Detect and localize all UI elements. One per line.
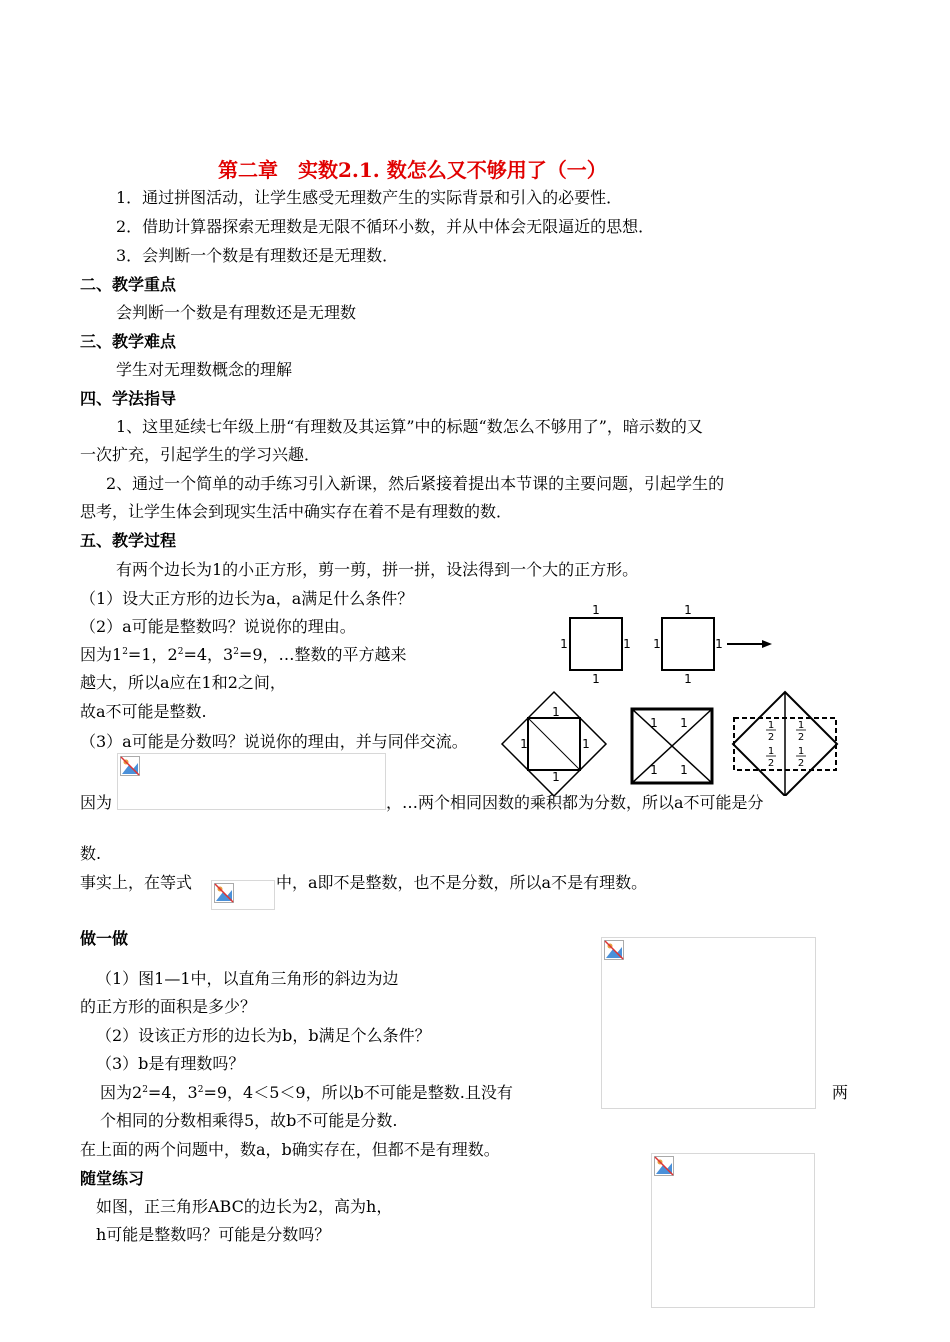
method-paragraph-2a: 2、通过一个简单的动手练习引入新课，然后紧接着提出本节课的主要问题，引起学生的	[106, 474, 725, 493]
label-1: 1	[552, 770, 560, 784]
method-paragraph-1b: 一次扩充，引起学生的学习兴趣．	[80, 445, 321, 464]
square-puzzle-figure	[498, 596, 850, 796]
triangle-abc-image-placeholder	[651, 1153, 815, 1308]
unit-square-1	[570, 618, 622, 670]
objective-1: 1．通过拼图活动，让学生感受无理数产生的实际背景和引入的必要性．	[116, 188, 623, 207]
practice-line-1: 如图，正三角形ABC的边长为2，高为h，	[96, 1197, 393, 1216]
label-1: 1	[552, 705, 560, 719]
label-1: 1	[520, 737, 528, 751]
label-1: 1	[650, 716, 658, 730]
label-1: 1	[684, 672, 692, 686]
section-heading-process: 五、教学过程	[80, 531, 177, 550]
figure-1-1-image-placeholder	[601, 937, 816, 1109]
section-heading-difficulties: 三、教学难点	[80, 332, 177, 351]
section-heading-method: 四、学法指导	[80, 389, 177, 408]
broken-image-icon	[604, 940, 624, 960]
practice-line-2: h可能是整数吗？可能是分数吗？	[96, 1225, 331, 1244]
arrow-head-icon	[762, 640, 772, 648]
broken-image-icon	[120, 756, 140, 776]
half-denominator: 2	[767, 732, 775, 743]
objective-2: 2．借助计算器探索无理数是无限不循环小数，并从中体会无限逼近的思想．	[116, 217, 655, 236]
label-1: 1	[592, 603, 600, 617]
objective-3: 3．会判断一个数是有理数还是无理数．	[116, 246, 399, 265]
question-2: （2）a可能是整数吗？说说你的理由。	[80, 617, 356, 636]
because-rest: ，…两个相同因数的乘积都为分数，所以a不可能是分	[386, 793, 764, 812]
doit-question-2: （2）设该正方形的边长为b，b满足个么条件？	[96, 1026, 431, 1045]
unit-square-2	[662, 618, 714, 670]
half-denominator: 2	[767, 758, 775, 769]
doit-question-1b: 的正方形的面积是多少？	[80, 997, 257, 1016]
difficulties-text: 学生对无理数概念的理解	[116, 360, 293, 379]
doit-reason-1-tail: 两	[832, 1083, 849, 1102]
half-numerator: 1	[797, 746, 805, 757]
label-1: 1	[650, 763, 658, 777]
because-label: 因为	[80, 793, 113, 812]
inner-diagonal	[528, 718, 580, 770]
equation-image-placeholder	[211, 880, 275, 910]
key-points-text: 会判断一个数是有理数还是无理数	[116, 303, 357, 322]
doit-reason-2: 个相同的分数相乘得5，故b不可能是分数.	[100, 1111, 398, 1130]
formula-image-placeholder	[117, 753, 386, 810]
half-numerator: 1	[797, 720, 805, 731]
broken-image-icon	[214, 883, 234, 903]
label-1: 1	[653, 637, 661, 651]
doit-question-3: （3）b是有理数吗？	[96, 1054, 245, 1073]
label-1: 1	[582, 737, 590, 751]
half-numerator: 1	[767, 720, 775, 731]
label-1: 1	[623, 637, 631, 651]
label-1: 1	[715, 637, 723, 651]
broken-image-icon	[654, 1156, 674, 1176]
reason-line-2: 越大，所以a应在1和2之间，	[80, 673, 286, 692]
label-1: 1	[680, 716, 688, 730]
label-1: 1	[560, 637, 568, 651]
label-1: 1	[592, 672, 600, 686]
doit-reason-1: 因为$2^2=4$，$3^2=9$，4＜5＜9，所以b不可能是整数.且没有	[100, 1083, 513, 1102]
process-intro: 有两个边长为1的小正方形，剪一剪，拼一拼，设法得到一个大的正方形。	[116, 560, 639, 579]
method-paragraph-1a: 1、这里延续七年级上册“有理数及其运算”中的标题“数怎么不够用了”，暗示数的又	[116, 417, 703, 436]
half-denominator: 2	[797, 758, 805, 769]
label-1: 1	[684, 603, 692, 617]
fact-suffix: 中，a即不是整数，也不是分数，所以a不是有理数。	[276, 873, 648, 892]
doit-conclusion: 在上面的两个问题中，数a，b确实存在，但都不是有理数。	[80, 1140, 500, 1159]
doit-question-1a: （1）图1—1中，以直角三角形的斜边为边	[96, 969, 399, 988]
because-end: 数.	[80, 844, 102, 863]
section-heading-key-points: 二、教学重点	[80, 275, 177, 294]
section-heading-practice: 随堂练习	[80, 1169, 145, 1188]
page-title: 第二章 实数2.1. 数怎么又不够用了（一）	[218, 158, 607, 182]
question-1: （1）设大正方形的边长为a，a满足什么条件？	[80, 589, 414, 608]
half-numerator: 1	[767, 746, 775, 757]
method-paragraph-2b: 思考，让学生体会到现实生活中确实存在着不是有理数的数．	[80, 502, 513, 521]
reason-line-3: 故a不可能是整数.	[80, 702, 207, 721]
fact-prefix: 事实上，在等式	[80, 873, 193, 892]
reason-line-1: 因为$1^2=1$，$2^2=4$，$3^2=9$，…整数的平方越来	[80, 645, 407, 664]
label-1: 1	[680, 763, 688, 777]
section-heading-do-it: 做一做	[80, 929, 129, 948]
question-3: （3）a可能是分数吗？说说你的理由，并与同伴交流。	[80, 732, 468, 751]
half-denominator: 2	[797, 732, 805, 743]
